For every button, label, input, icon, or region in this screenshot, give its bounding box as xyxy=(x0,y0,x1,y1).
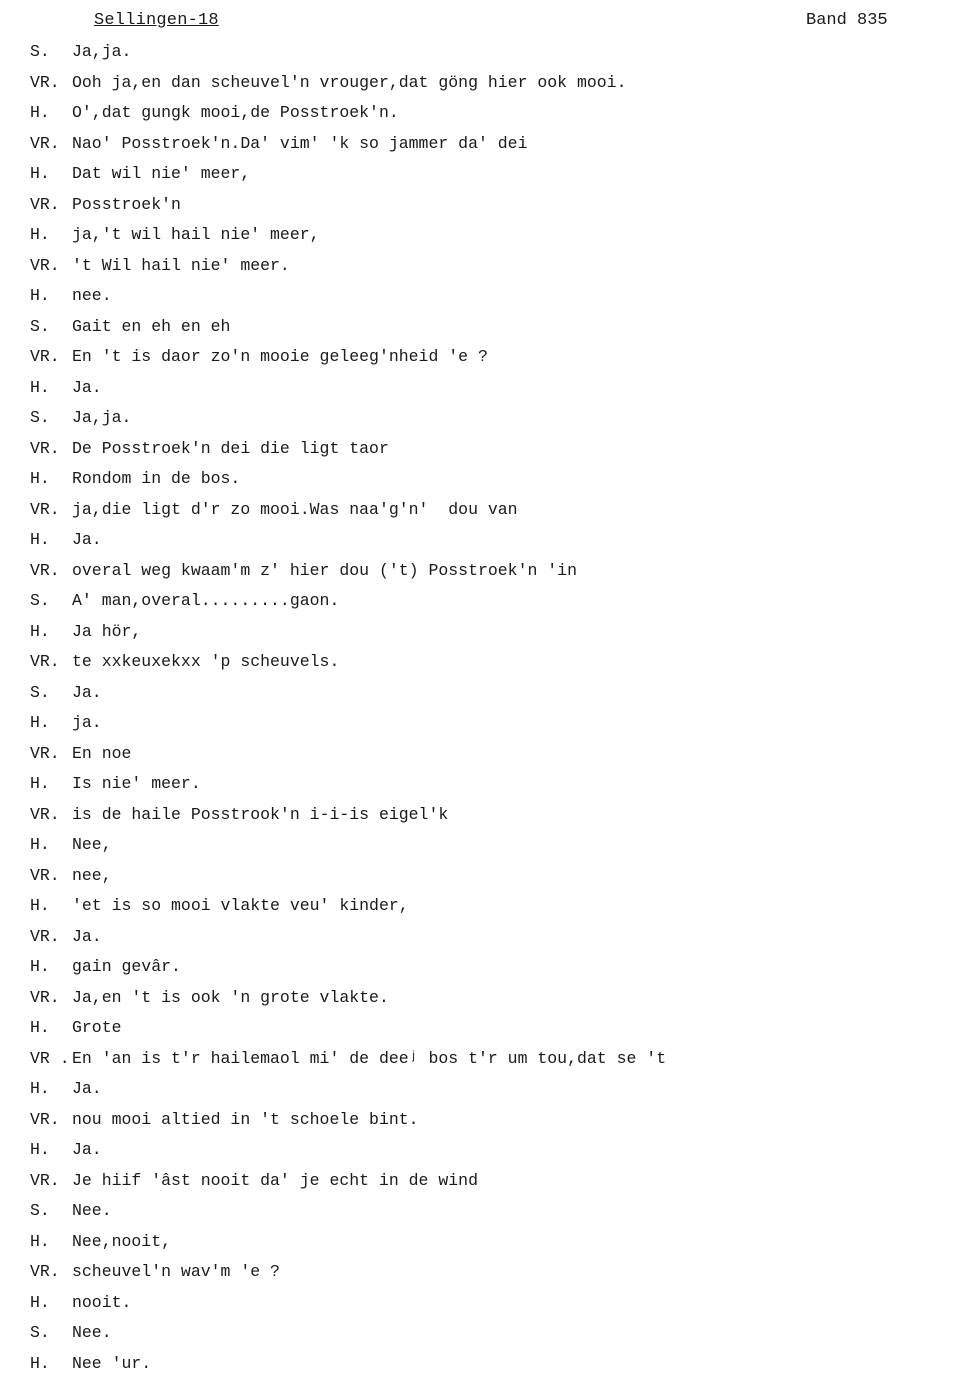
band-number: Band 835 xyxy=(806,11,888,30)
transcript-line xyxy=(30,346,960,377)
utterance-text: Ja,ja. xyxy=(72,408,132,427)
utterance-text: Nee,nooit, xyxy=(72,1231,172,1251)
speaker-label: VR. xyxy=(30,72,60,92)
speaker-label: H. xyxy=(30,225,50,244)
utterance-text: ja. xyxy=(72,713,102,732)
transcript-line xyxy=(30,712,960,743)
transcript-line xyxy=(30,194,960,225)
speaker-label: VR. xyxy=(30,804,60,824)
utterance-text: 't Wil hail nie' meer. xyxy=(72,255,290,275)
utterance-text: Nee. xyxy=(72,1323,112,1342)
speaker-label: H. xyxy=(30,1079,50,1098)
speaker-label: S. xyxy=(30,1323,50,1342)
utterance-text: Ja. xyxy=(72,1079,102,1098)
utterance-text: O',dat gungk mooi,de Posstroek'n. xyxy=(72,103,399,122)
utterance-text: nee, xyxy=(72,865,112,885)
utterance-text: De Posstroek'n dei die ligt taor xyxy=(72,438,389,458)
transcript-line xyxy=(30,316,960,347)
transcript-line xyxy=(30,743,960,774)
utterance-text: Je hiif 'âst nooit da' je echt in de wind xyxy=(72,1170,478,1190)
speaker-label: H. xyxy=(30,1018,50,1037)
speaker-label: H. xyxy=(30,1140,50,1159)
transcript-line xyxy=(30,956,960,987)
utterance-text: En 't is daor zo'n mooie geleeg'nheid 'e ? xyxy=(72,347,488,366)
speaker-label: H. xyxy=(30,713,50,732)
speaker-label: S. xyxy=(30,316,50,336)
speaker-label: H. xyxy=(30,774,50,793)
utterance-text: Is nie' meer. xyxy=(72,774,201,793)
utterance-text: nooit. xyxy=(72,1292,132,1312)
utterance-text: Rondom in de bos. xyxy=(72,469,241,488)
utterance-text: gain gevâr. xyxy=(72,957,181,976)
utterance-text: ja,die ligt d'r zo mooi.Was naa'g'n' dou van xyxy=(72,499,518,519)
speaker-label: H. xyxy=(30,377,50,397)
transcript-line xyxy=(30,133,960,164)
transcript-line xyxy=(30,1292,960,1323)
speaker-label: H. xyxy=(30,1231,50,1251)
transcript-line xyxy=(30,804,960,835)
transcript-line xyxy=(30,72,960,103)
transcript-line xyxy=(30,1200,960,1231)
speaker-label: VR. xyxy=(30,987,60,1007)
speaker-label: S. xyxy=(30,682,50,702)
speaker-label: VR. xyxy=(30,133,60,153)
utterance-text: En noe xyxy=(72,743,132,763)
transcript-line xyxy=(30,1353,960,1384)
speaker-label: VR. xyxy=(30,560,60,580)
speaker-label: H. xyxy=(30,103,50,122)
transcript-line xyxy=(30,1322,960,1353)
transcript-line xyxy=(30,1109,960,1140)
transcript-line xyxy=(30,1170,960,1201)
utterance-text: Ja. xyxy=(72,530,102,549)
transcript-line xyxy=(30,1139,960,1170)
transcript-line xyxy=(30,1261,960,1292)
utterance-text: Ja hör, xyxy=(72,621,142,641)
transcript-line xyxy=(30,682,960,713)
transcript-line xyxy=(30,377,960,408)
speaker-label: VR. xyxy=(30,1262,60,1281)
speaker-label: S. xyxy=(30,591,50,610)
transcript-line xyxy=(30,560,960,591)
speaker-label: VR. xyxy=(30,347,60,366)
speaker-label: VR. xyxy=(30,743,60,763)
speaker-label: H. xyxy=(30,896,50,915)
document-title: Sellingen-18 xyxy=(94,11,219,30)
speaker-label: VR. xyxy=(30,255,60,275)
transcript-line xyxy=(30,499,960,530)
speaker-label: VR. xyxy=(30,865,60,885)
transcript-line xyxy=(30,1017,960,1048)
speaker-label: H. xyxy=(30,1292,50,1312)
utterance-text: te xxkeuxekxx 'p scheuvels. xyxy=(72,652,340,671)
speaker-label: H. xyxy=(30,835,50,854)
utterance-text: nou mooi altied in 't schoele bint. xyxy=(72,1109,419,1129)
speaker-label: H. xyxy=(30,621,50,641)
transcript-line xyxy=(30,1048,960,1079)
transcript-line xyxy=(30,865,960,896)
speaker-label: H. xyxy=(30,530,50,549)
utterance-text: ja,'t wil hail nie' meer, xyxy=(72,225,320,244)
utterance-text: overal weg kwaam'm z' hier dou ('t) Posstroek'n 'in xyxy=(72,560,577,580)
speaker-label: VR. xyxy=(30,438,60,458)
utterance-text: Ja. xyxy=(72,1140,102,1159)
speaker-label: H. xyxy=(30,286,50,305)
speaker-label: H. xyxy=(30,164,50,183)
speaker-label: VR. xyxy=(30,499,60,519)
transcript-line xyxy=(30,529,960,560)
speaker-label: VR. xyxy=(30,926,60,946)
speaker-label: H. xyxy=(30,469,50,488)
speaker-label: H. xyxy=(30,957,50,976)
utterance-text: Nee, xyxy=(72,835,112,854)
utterance-text: Ja. xyxy=(72,377,102,397)
utterance-text: Ja,en 't is ook 'n grote vlakte. xyxy=(72,987,389,1007)
transcript-line xyxy=(30,468,960,499)
transcript-line xyxy=(30,773,960,804)
speaker-label: S. xyxy=(30,1201,50,1220)
utterance-text: Nao' Posstroek'n.Da' vim' 'k so jammer da' dei xyxy=(72,133,528,153)
speaker-label: VR. xyxy=(30,1170,60,1190)
transcript-line xyxy=(30,285,960,316)
speaker-label: VR. xyxy=(30,1109,60,1129)
transcript-line xyxy=(30,102,960,133)
utterance-text: scheuvel'n wav'm 'e ? xyxy=(72,1262,280,1281)
transcript-line xyxy=(30,255,960,286)
utterance-text: Ja. xyxy=(72,682,102,702)
transcript-lines xyxy=(30,41,960,1383)
utterance-text: Posstroek'n xyxy=(72,194,181,214)
transcript-line xyxy=(30,987,960,1018)
utterance-text: is de haile Posstrook'n i-i-is eigel'k xyxy=(72,804,449,824)
transcript-line xyxy=(30,590,960,621)
utterance-text: Ja. xyxy=(72,926,102,946)
utterance-text: Nee 'ur. xyxy=(72,1353,152,1373)
utterance-text: Dat wil nie' meer, xyxy=(72,164,251,183)
transcript-line xyxy=(30,407,960,438)
utterance-text: 'et is so mooi vlakte veu' kinder, xyxy=(72,896,409,915)
transcript-line xyxy=(30,895,960,926)
transcript-line xyxy=(30,41,960,72)
speaker-label: S. xyxy=(30,408,50,427)
utterance-text: nee. xyxy=(72,286,112,305)
speaker-label: VR. xyxy=(30,194,60,214)
utterance-text: Gait en eh en eh xyxy=(72,316,231,336)
transcript-line xyxy=(30,1231,960,1262)
speaker-label: VR . xyxy=(30,1048,70,1068)
transcript-line xyxy=(30,834,960,865)
transcript-line xyxy=(30,163,960,194)
transcript-line xyxy=(30,1078,960,1109)
utterance-text: Ja,ja. xyxy=(72,42,132,61)
speaker-label: S. xyxy=(30,42,50,61)
transcript-line xyxy=(30,651,960,682)
transcript-line xyxy=(30,438,960,469)
transcript-line xyxy=(30,224,960,255)
utterance-text: En 'an is t'r hailemaol mi' de deeʲ bos t'r um tou,dat se 't xyxy=(72,1048,667,1068)
speaker-label: H. xyxy=(30,1353,50,1373)
speaker-label: VR. xyxy=(30,652,60,671)
utterance-text: Ooh ja,en dan scheuvel'n vrouger,dat göng hier ook mooi. xyxy=(72,72,627,92)
transcript-line xyxy=(30,621,960,652)
transcript-line xyxy=(30,926,960,957)
utterance-text: A' man,overal.........gaon. xyxy=(72,591,340,610)
utterance-text: Grote xyxy=(72,1018,122,1037)
utterance-text: Nee. xyxy=(72,1201,112,1220)
